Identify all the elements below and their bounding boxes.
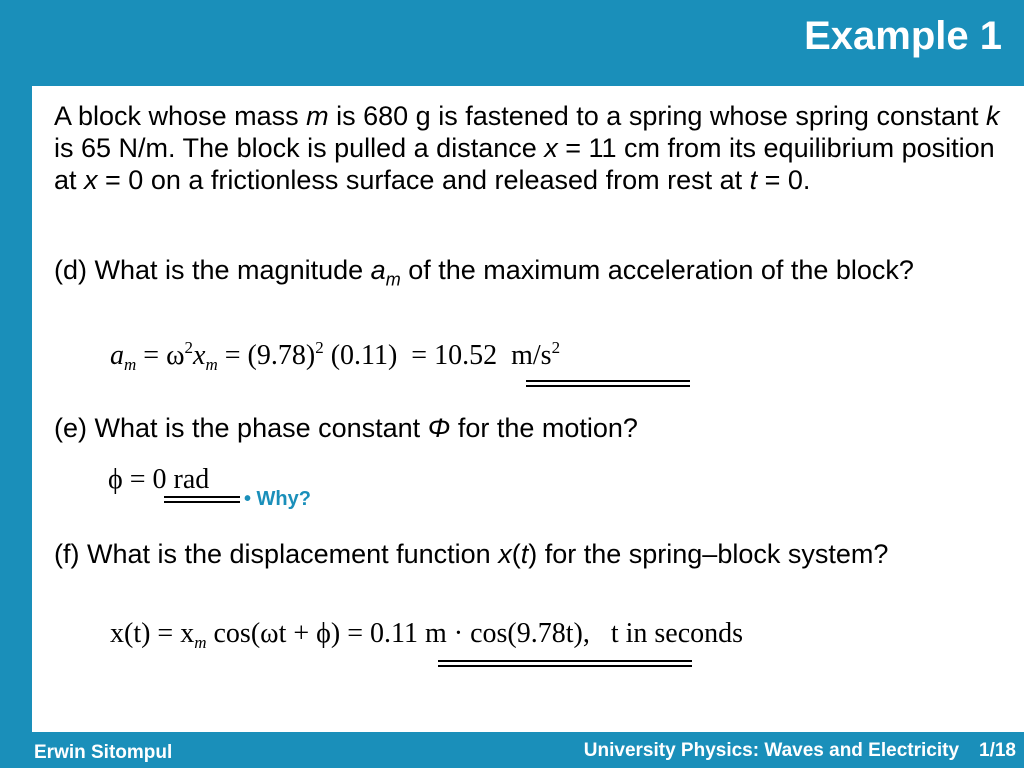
result-underline-f	[438, 660, 692, 667]
question-text: of the maximum acceleration of the block?	[400, 255, 914, 285]
eq-text: x(t) = x	[110, 618, 195, 649]
eq-text: cos(ωt + ϕ) =	[206, 618, 371, 649]
eq-superscript: 2	[551, 338, 561, 357]
problem-text: = 0 on a frictionless surface and released from rest at	[97, 165, 750, 195]
footer-author: Erwin Sitompul	[34, 742, 173, 763]
eq-unit: m/s	[511, 340, 552, 371]
eq-subscript: m	[205, 355, 218, 374]
eq-subscript: m	[124, 355, 137, 374]
var-a: a	[370, 255, 386, 285]
eq-superscript: 2	[184, 338, 194, 357]
equation-d	[110, 338, 560, 375]
var-x: x	[544, 133, 558, 163]
problem-text: A block whose mass	[54, 101, 307, 131]
eq-text: = (9.78)	[217, 340, 316, 371]
eq-result: 0.11 m · cos(9.78t),	[370, 618, 590, 649]
result-underline-e	[164, 496, 240, 503]
equation-f	[110, 618, 743, 653]
footer-course: University Physics: Waves and Electricity	[583, 740, 960, 761]
problem-text: is 65 N/m. The block is pulled a distance	[54, 133, 545, 163]
eq-text: = ω	[136, 340, 185, 371]
footer-page: 1/18	[979, 740, 1016, 761]
question-d	[54, 254, 1024, 295]
slide-content	[32, 86, 1024, 732]
question-text: (	[511, 539, 521, 569]
problem-text: = 11 cm from its equilibrium position at	[54, 133, 995, 195]
var-m: m	[306, 101, 329, 131]
slide-title: Example 1	[804, 14, 1002, 58]
question-text: )	[528, 539, 538, 569]
question-f	[54, 538, 1024, 570]
var-k: k	[986, 101, 1000, 131]
eq-superscript: 2	[315, 338, 324, 357]
question-text: (f) What is the displacement function	[54, 539, 499, 569]
eq-result: = 10.52	[411, 340, 498, 371]
question-e	[54, 412, 1024, 444]
question-text: (e) What is the phase constant	[54, 413, 428, 443]
var-x: x	[498, 539, 512, 569]
equation-e: ϕ = 0 rad	[108, 464, 210, 495]
subscript: m	[385, 269, 401, 290]
eq-subscript: m	[194, 633, 207, 652]
problem-statement	[54, 100, 1004, 196]
eq-text: (0.11)	[323, 340, 398, 371]
var-t: t	[749, 165, 758, 195]
question-text: for the spring–block system?	[537, 539, 889, 569]
eq-symbol: x	[193, 340, 206, 371]
var-x: x	[84, 165, 98, 195]
problem-text: = 0.	[757, 165, 811, 195]
var-phi: Φ	[427, 413, 451, 443]
why-bullet: • Why?	[244, 488, 311, 510]
eq-text: t in seconds	[610, 618, 744, 649]
problem-text: is 680 g is fastened to a spring whose spring constant	[328, 101, 987, 131]
eq-symbol: a	[110, 340, 124, 371]
var-t: t	[520, 539, 529, 569]
question-text: for the motion?	[450, 413, 638, 443]
result-underline-d	[526, 380, 690, 387]
question-text: (d) What is the magnitude	[54, 255, 371, 285]
footer-right	[584, 740, 1016, 762]
